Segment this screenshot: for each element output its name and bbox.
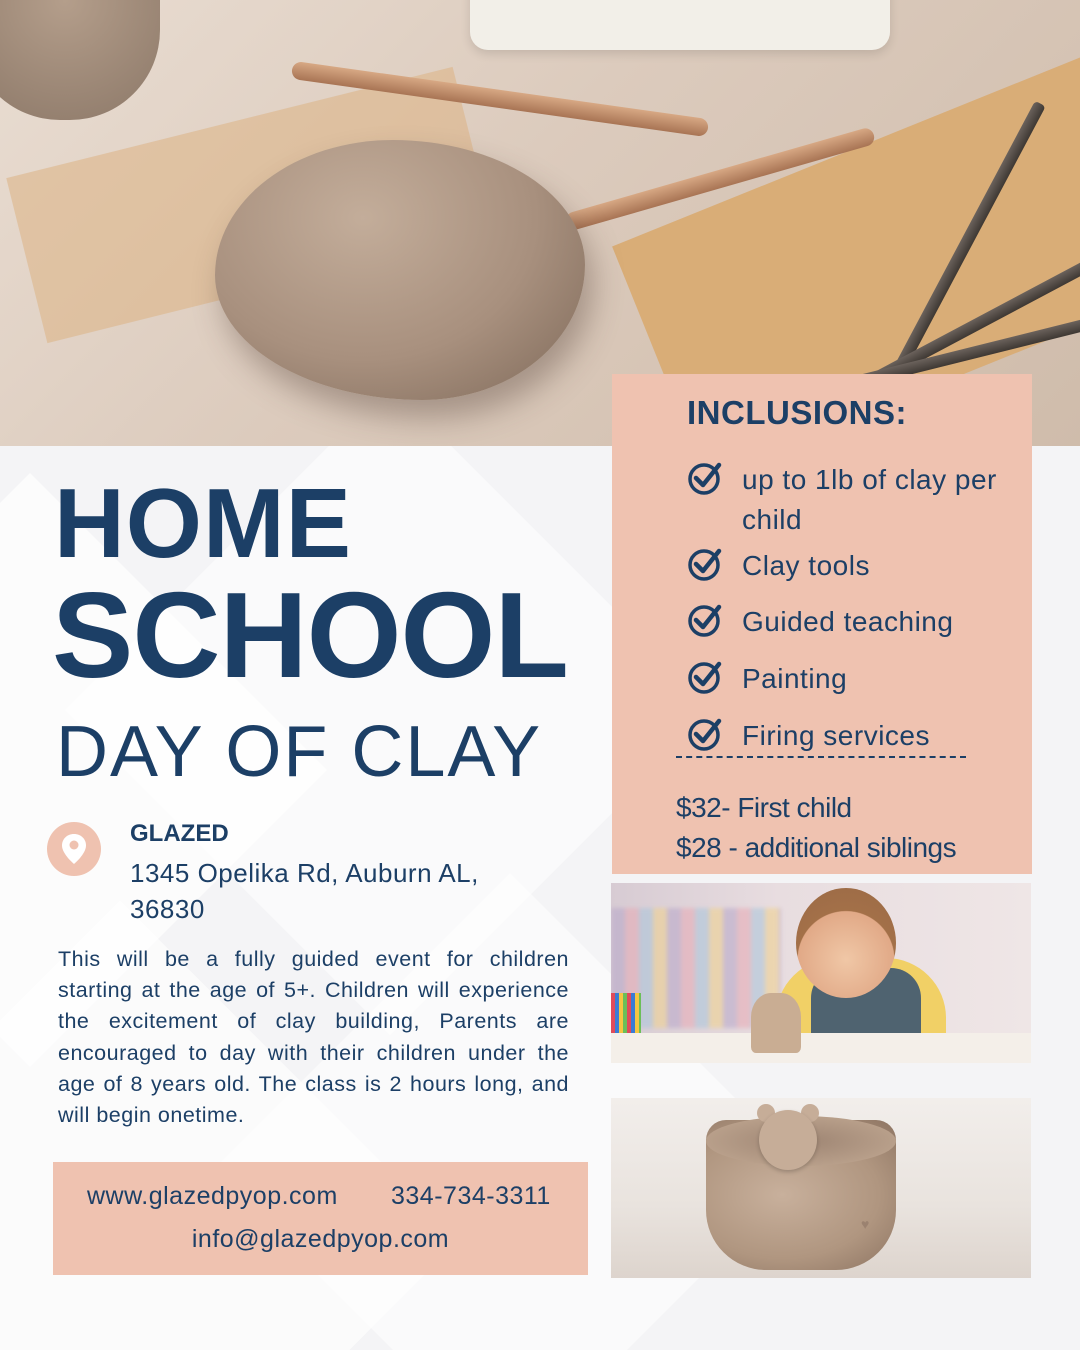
clay-bear-pot-photo [611, 1098, 1031, 1278]
dashed-divider [676, 756, 966, 758]
inclusion-label: Clay tools [742, 550, 870, 581]
clay-bowl [0, 0, 160, 120]
inclusions-box [612, 374, 1032, 874]
email-link[interactable]: info@glazedpyop.com [191, 1225, 450, 1253]
check-circle-icon [686, 602, 722, 638]
inclusion-label: up to 1lb of clay per child [742, 464, 997, 535]
title-subtitle: DAY OF CLAY [56, 712, 543, 792]
phone-number[interactable]: 334-734-3311 [391, 1182, 551, 1210]
heart-icon: ♥ [861, 1216, 870, 1232]
event-description: This will be a fully guided event for children starting at the age of 5+. Children will experience the excitement of clay building, Parents are encouraged to day with their children under the age of 8 years old. The class is 2 hours long, and will begin onetime. [58, 947, 569, 1128]
title-school: SCHOOL [52, 567, 568, 703]
inclusion-label: Firing services [742, 720, 930, 751]
venue-address: 1345 Opelika Rd, Auburn AL, 36830 [130, 858, 479, 924]
clay-lump [215, 140, 585, 400]
check-circle-icon [686, 546, 722, 582]
inclusion-label: Guided teaching [742, 606, 954, 637]
paint-tray [470, 0, 890, 50]
price-siblings: $28 - additional siblings [676, 832, 957, 863]
inclusions-heading: INCLUSIONS: [687, 394, 907, 431]
map-pin-icon [47, 822, 101, 876]
price-first-child: $32- First child [676, 792, 852, 823]
website-link[interactable]: www.glazedpyop.com [87, 1182, 338, 1210]
check-circle-icon [686, 659, 722, 695]
check-circle-icon [686, 460, 722, 496]
venue-name: GLAZED [130, 820, 229, 847]
child-sculpting-photo [611, 883, 1031, 1063]
title-home: HOME [54, 468, 352, 578]
contact-box [53, 1162, 588, 1275]
inclusion-label: Painting [742, 663, 848, 694]
check-circle-icon [686, 716, 722, 752]
